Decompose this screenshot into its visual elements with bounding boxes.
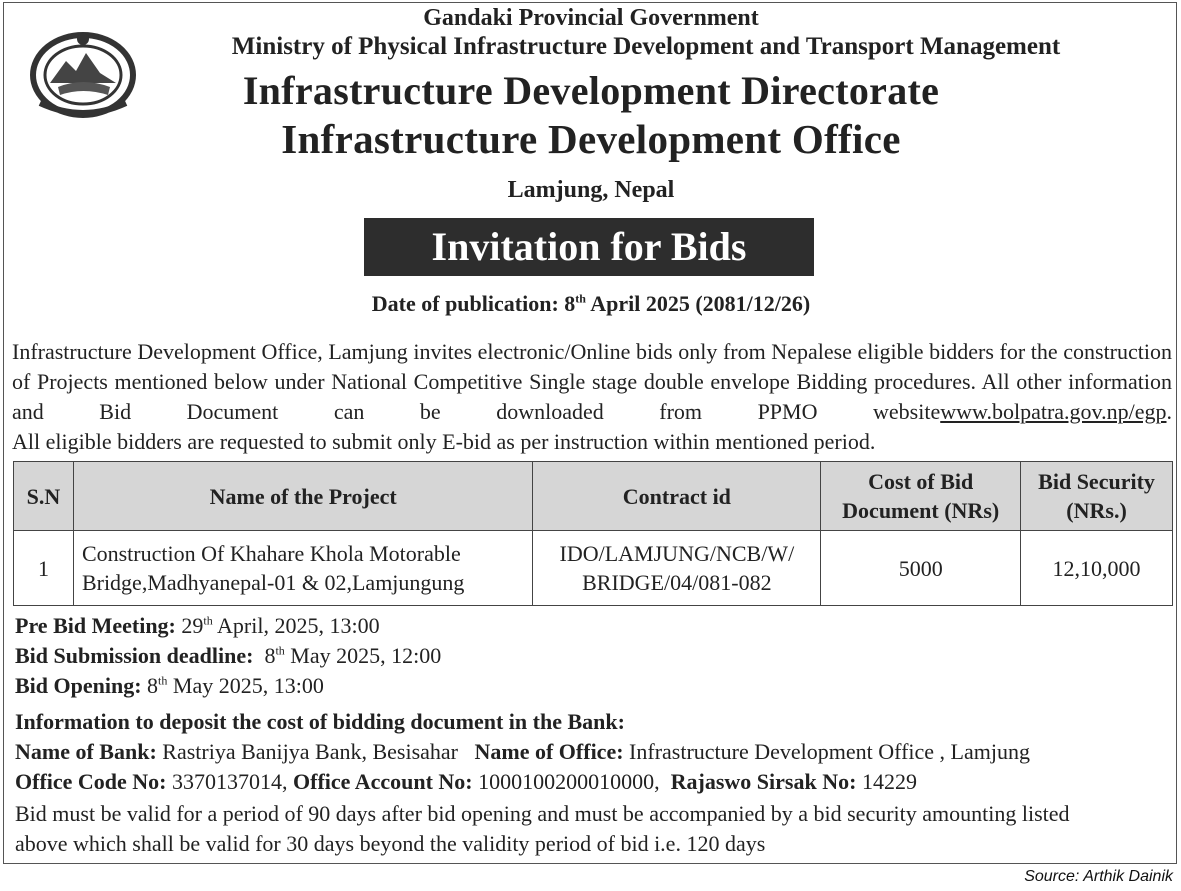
cell-security: 12,10,000 <box>1021 531 1173 606</box>
projects-table <box>13 461 1173 606</box>
bid-validity-paragraph <box>15 799 1173 859</box>
bank-name-label: Name of Bank: <box>15 739 157 764</box>
directorate-name: Infrastructure Development Directorate <box>242 68 940 113</box>
submission-rest: May 2025, 12:00 <box>290 643 442 668</box>
office-location: Lamjung, Nepal <box>507 177 675 203</box>
validity-line-2: above which shall be valid for 30 days beyond the validity period of bid i.e. 120 days <box>15 831 766 856</box>
account-line <box>15 769 1175 795</box>
opening-rest: May 2025, 13:00 <box>172 673 324 698</box>
source-credit: Source: Arthik Dainik <box>1024 868 1173 885</box>
project-line-1: Construction Of Khahare Khola Motorable <box>81 541 461 566</box>
bank-info-heading: Information to deposit the cost of bidding document in the Bank: <box>15 709 625 734</box>
pre-bid-label: Pre Bid Meeting: <box>15 613 176 638</box>
table-header-row <box>14 462 1173 531</box>
submission-label: Bid Submission deadline: <box>15 643 254 668</box>
header-cost: Cost of Bid Document (NRs) <box>821 462 1021 531</box>
pre-bid-rest: April, 2025, 13:00 <box>217 613 380 638</box>
contract-line-2: BRIDGE/04/081-082 <box>582 570 772 595</box>
contract-line-1: IDO/LAMJUNG/NCB/W/ <box>559 541 795 566</box>
bank-name-value: Rastriya Banijya Bank, Besisahar <box>162 739 458 764</box>
opening-suffix: th <box>158 673 168 688</box>
intro-line-1: Infrastructure Development Office, Lamjung invites electronic/Online bids only from Nepalese eligible bidders for <box>12 339 1026 364</box>
cell-contract-id <box>533 531 821 606</box>
bid-opening <box>15 673 324 699</box>
cell-project <box>73 531 532 606</box>
bank-office-line <box>15 739 1175 765</box>
opening-day: 8 <box>147 673 159 698</box>
intro-line-3: procedures. All other information and Bid Document can be downloaded from PPMO website <box>12 369 1172 424</box>
account-no-label: Office Account No: <box>293 769 473 794</box>
pre-bid-meeting <box>15 613 380 639</box>
office-name-value: Infrastructure Development Office , Lamjung <box>629 739 1030 764</box>
office-code-label: Office Code No: <box>15 769 167 794</box>
office-name-label: Name of Office: <box>474 739 624 764</box>
header-sn: S.N <box>14 462 74 531</box>
pre-bid-day: 29 <box>181 613 204 638</box>
rajaswo-value: 14229 <box>861 769 917 794</box>
intro-line-2: the construction of Projects mentioned below under National Competitive Single stage double envelope Bidding <box>12 339 1173 394</box>
publication-date <box>4 291 1178 317</box>
ministry-name: Ministry of Physical Infrastructure Development and Transport Management <box>231 33 1061 60</box>
opening-label: Bid Opening: <box>15 673 142 698</box>
table-row <box>14 531 1173 606</box>
header-project: Name of the Project <box>73 462 532 531</box>
bid-submission-deadline <box>15 643 441 669</box>
publication-rest: April 2025 (2081/12/26) <box>590 291 811 316</box>
office-name: Infrastructure Development Office <box>281 116 901 162</box>
notice-title-banner: Invitation for Bids <box>364 218 814 276</box>
cell-sn: 1 <box>14 531 74 606</box>
ppmo-website-link[interactable]: www.bolpatra.gov.np/egp <box>940 399 1167 424</box>
header-contract-id: Contract id <box>533 462 821 531</box>
account-no-value: 1000100200010000, <box>478 769 660 794</box>
validity-line-1: Bid must be valid for a period of 90 days after bid opening and must be accompanied by a bid security amounting listed <box>15 801 1070 826</box>
intro-paragraph: Infrastructure Development Office, Lamjung invites electronic/Online bids only from Nepalese eligible bidders for the construction of Projects mentioned below under National Competitive Single stage double envelope Bidding procedures. All other information and Bid Document can be downloaded from PPMO websitewww.bolpatra.gov.np/egp. All eligible bidders are requested to submit only E-bid as per instruction within mentioned period. <box>12 337 1172 457</box>
publication-day: 8 <box>564 291 576 316</box>
publication-suffix: th <box>575 291 586 306</box>
cell-cost: 5000 <box>821 531 1021 606</box>
header-security: Bid Security (NRs.) <box>1021 462 1173 531</box>
publication-label: Date of publication: <box>371 291 559 316</box>
submission-suffix: th <box>275 643 285 658</box>
submission-day: 8 <box>264 643 276 668</box>
pre-bid-suffix: th <box>203 613 213 628</box>
office-code-value: 3370137014, <box>172 769 288 794</box>
intro-line-4: All eligible bidders are requested to submit only E-bid as per instruction within mentioned period. <box>12 429 876 454</box>
bid-notice <box>3 2 1177 864</box>
rajaswo-label: Rajaswo Sirsak No: <box>670 769 857 794</box>
project-line-2: Bridge,Madhyanepal-01 & 02,Lamjungung <box>81 570 465 595</box>
government-name: Gandaki Provincial Government <box>423 5 759 31</box>
